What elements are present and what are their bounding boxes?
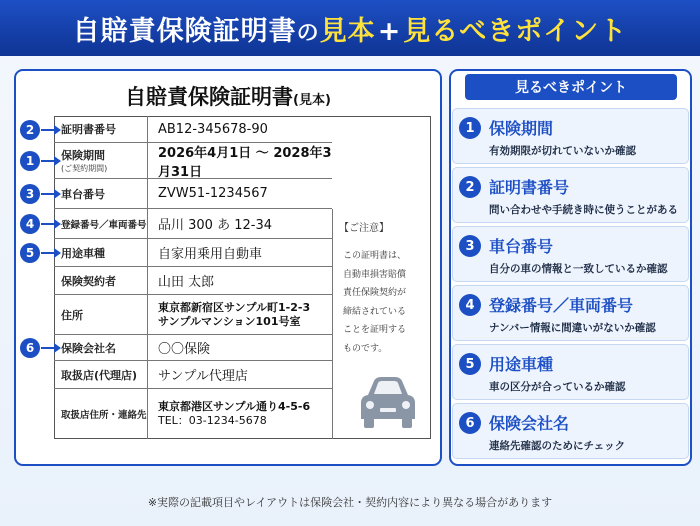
row-label-text: 用途車種	[61, 246, 105, 260]
points-heading: 見るべきポイント	[465, 74, 677, 100]
address-line-2: サンプルマンション101号室	[158, 314, 301, 328]
marker-1	[20, 151, 61, 171]
point-item-chassis-number	[452, 226, 689, 282]
point-desc: 連絡先確認のためにチェック	[489, 440, 626, 452]
notice-line: ことを証明する	[343, 325, 407, 335]
notice-line: 自動車損害賠償	[343, 269, 407, 280]
notice-line: この証明書は、	[343, 251, 407, 261]
row-label-text: 車台番号	[61, 187, 105, 201]
point-item-certificate-number	[452, 167, 689, 223]
row-label-text: 保険期間	[61, 149, 105, 162]
certificate-title-text: 自賠責保険証明書	[125, 85, 294, 109]
row-value: AB12-345678-90	[158, 121, 268, 137]
row-label	[54, 389, 148, 439]
row-label	[54, 143, 148, 178]
arrow-right-icon	[41, 248, 61, 258]
table-row-certificate-number	[54, 116, 332, 143]
row-label	[54, 335, 148, 360]
title-part-plus: +	[377, 15, 402, 47]
point-item-period	[452, 108, 689, 164]
marker-number: 3	[20, 184, 40, 204]
point-title: 車台番号	[489, 237, 554, 256]
table-row-registration-number	[54, 209, 332, 239]
point-item-vehicle-use	[452, 344, 689, 400]
arrow-right-icon	[41, 156, 61, 166]
marker-3	[20, 184, 61, 204]
row-label	[54, 239, 148, 266]
title-part-certificate: 自賠責保険証明書	[72, 15, 297, 47]
row-value: 自家用乗用自動車	[158, 247, 263, 262]
marker-number: 4	[20, 214, 40, 234]
point-number: 6	[459, 412, 481, 434]
point-title: 登録番号／車両番号	[489, 296, 634, 315]
point-number: 2	[459, 176, 481, 198]
car-icon	[357, 373, 419, 433]
row-label-text: 取扱店(代理店)	[61, 368, 138, 382]
agency-address-line: 東京都港区サンプル通り4-5-6	[158, 400, 311, 413]
table-row-vehicle-use	[54, 239, 332, 267]
point-title: 証明書番号	[489, 178, 570, 197]
notice-title: 【ご注意】	[339, 223, 389, 234]
table-row-chassis-number	[54, 179, 332, 209]
row-label-text: 保険契約者	[61, 274, 116, 288]
row-label-text: 取扱店住所・連絡先	[61, 410, 147, 421]
table-row-insurer	[54, 335, 332, 361]
marker-number: 6	[20, 338, 40, 358]
notice-line: ものです。	[343, 343, 388, 354]
row-label-text: 登録番号／車両番号	[61, 219, 147, 231]
address-line-1: 東京都新宿区サンプル町1-2-3	[158, 300, 311, 314]
marker-6	[20, 338, 61, 358]
row-label	[54, 116, 148, 142]
notice-body	[343, 247, 427, 358]
row-value: 2026年4月1日 ～ 2028年3月31日	[158, 145, 332, 180]
row-value: 品川 300 あ 12-34	[158, 218, 272, 233]
marker-number: 1	[20, 151, 40, 171]
row-value: 〇〇保険	[158, 342, 211, 357]
row-label	[54, 179, 148, 208]
marker-number: 5	[20, 243, 40, 263]
point-number: 5	[459, 353, 481, 375]
point-number: 4	[459, 294, 481, 316]
row-label	[54, 209, 148, 238]
point-desc: 車の区分が合っているか確認	[489, 381, 626, 393]
header-banner	[0, 0, 700, 56]
row-label	[54, 267, 148, 294]
page-title	[73, 9, 628, 48]
point-number: 1	[459, 117, 481, 139]
row-value	[148, 301, 332, 329]
notice-line: 締結されている	[343, 306, 407, 317]
certificate-title-sub: (見本)	[293, 93, 331, 108]
row-value	[148, 400, 332, 428]
notice-line: 責任保険契約が	[343, 288, 407, 298]
table-row-policyholder	[54, 267, 332, 295]
row-label	[54, 295, 148, 334]
title-part-no: の	[296, 20, 320, 46]
marker-4	[20, 214, 61, 234]
arrow-right-icon	[41, 343, 61, 353]
marker-5	[20, 243, 61, 263]
table-row-insurance-period	[54, 143, 332, 179]
marker-2	[20, 120, 61, 140]
point-title: 保険期間	[489, 119, 554, 138]
row-label-text: 住所	[61, 308, 83, 322]
row-label-text: 証明書番号	[61, 123, 116, 136]
row-value: サンプル代理店	[158, 369, 248, 384]
certificate-title	[16, 81, 440, 111]
row-value: ZVW51-1234567	[158, 186, 268, 201]
point-desc: 有効期限が切れていないか確認	[489, 145, 636, 157]
table-row-agency-contact	[54, 389, 332, 439]
point-desc: 問い合わせや手続き時に使うことがある	[489, 204, 678, 216]
point-title: 保険会社名	[489, 414, 570, 433]
marker-number: 2	[20, 120, 40, 140]
table-row-agency	[54, 361, 332, 389]
point-item-registration-number	[452, 285, 689, 341]
point-number: 3	[459, 235, 481, 257]
arrow-right-icon	[41, 189, 61, 199]
table-row-address	[54, 295, 332, 335]
title-part-points: 見るべきポイント	[403, 15, 628, 47]
point-title: 用途車種	[489, 355, 554, 374]
point-desc: ナンバー情報に間違いがないか確認	[489, 322, 656, 334]
footnote: ※実際の記載項目やレイアウトは保険会社・契約内容により異なる場合があります	[147, 496, 553, 509]
agency-phone-line: TEL：03-1234-5678	[158, 414, 267, 427]
arrow-right-icon	[41, 125, 61, 135]
arrow-right-icon	[41, 219, 61, 229]
row-label-text: 保険会社名	[61, 341, 116, 355]
row-value: 山田 太郎	[158, 275, 215, 290]
title-part-sample: 見本	[319, 15, 376, 47]
row-sublabel: (ご契約期間)	[61, 164, 108, 173]
row-label	[54, 361, 148, 388]
point-item-insurer	[452, 403, 689, 459]
point-desc: 自分の車の情報と一致しているか確認	[489, 263, 668, 275]
